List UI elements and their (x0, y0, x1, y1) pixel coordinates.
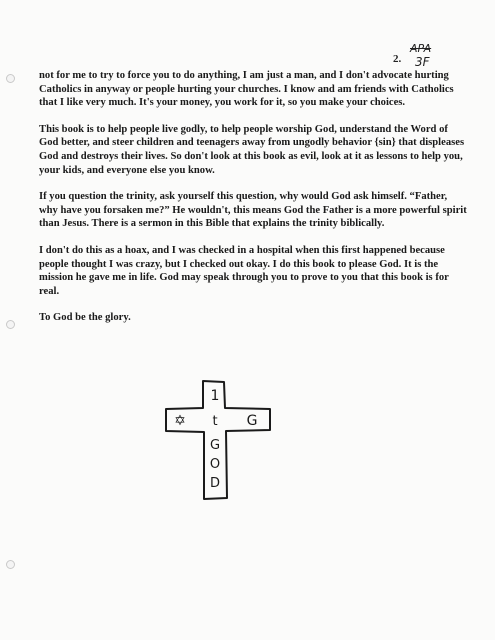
cross-letter-d: D (209, 476, 221, 491)
body-text (39, 69, 467, 338)
handwritten-note: 3F (415, 55, 430, 69)
cross-right-g: G (246, 413, 258, 429)
closing-line: To God be the glory. (39, 312, 131, 324)
cross-letter-o: O (209, 457, 221, 472)
cross-top-numeral: 1 (210, 388, 220, 404)
page-number: 2. (393, 53, 402, 65)
cross-center-t: t (212, 414, 218, 429)
hand-drawn-cross (160, 378, 280, 503)
cross-svg (160, 378, 280, 503)
star-of-david-icon: ✡ (174, 413, 186, 429)
paragraph-1: not for me to try to force you to do anything, I am just a man, and I don't advocate hurting Catholics in anyway or people hurting your churches. I know and am friends with Catholics that I like very much. It's your money, you work for it, so you make your choices. (39, 70, 454, 109)
paragraph-3: If you question the trinity, ask yourself this question, why would God ask himself. “Father, why have you forsaken me?” He wouldn't, this means God the Father is a more powerful spirit than Jesus. There is a sermon in this Bible that explains the trinity biblically. (39, 191, 467, 230)
binder-hole-top (6, 74, 15, 83)
paragraph-4: I don't do this as a hoax, and I was checked in a hospital when this first happened because people thought I was crazy, but I checked out okay. I do this book to please God. It is the mission he gave me in life. God may speak through you to prove to you that this book is for real. (39, 244, 449, 297)
cross-letter-g: G (209, 438, 221, 453)
binder-hole-middle (6, 320, 15, 329)
binder-hole-bottom (6, 560, 15, 569)
handwritten-note-struck: APA (410, 42, 432, 55)
paragraph-2: This book is to help people live godly, to help people worship God, understand the Word of God better, and steer children and teenagers away from ungodly behavior {sin} that displeases God and destroys their lives. So don't look at this book as evil, look at it as lessons to help you, your kids, and everyone else you know. (39, 123, 465, 176)
